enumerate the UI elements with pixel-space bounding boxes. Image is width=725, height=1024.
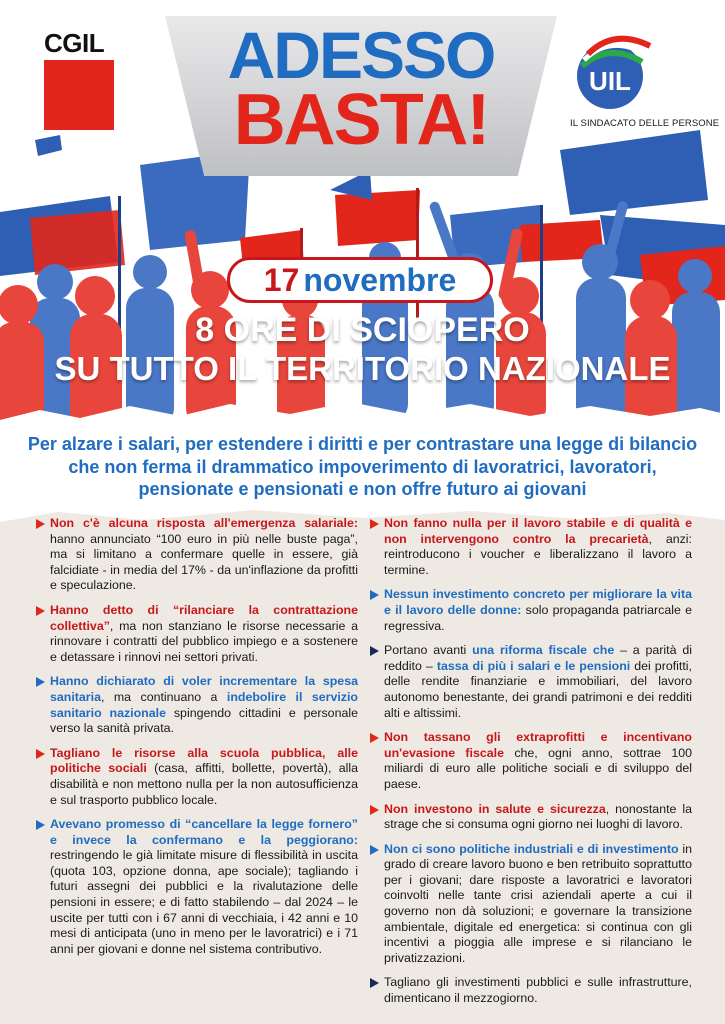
bullet-donne [370,587,692,634]
bullet-infrastrutture [370,975,692,1006]
bullet-text: , ma continuano a [100,689,227,704]
uil-logo-text: UIL [589,66,631,96]
bullet-text: (casa, affitti, bollette, povertà), alla disabilità e non mettono nulla per la non autosufficienza e sul trasporto pubblico locale. [50,761,358,807]
strike-scope: SU TUTTO IL TERRITORIO NAZIONALE [54,350,671,387]
date-day: 17 [263,262,300,298]
uil-logo [570,32,720,129]
bullet-fornero [36,817,358,957]
bullet-precarieta [370,516,692,578]
title-adesso: ADESSO [227,18,495,92]
bullet-text: , ma non stanziano le risorse necessarie a rinnovare i contratti del pubblico impiego e a sostenere e detassare i rinnovi nei settori privati. [50,618,358,664]
bullet-evasione [370,730,692,792]
bullet-text: solo propaganda patriarcale e regressiva. [384,602,692,633]
bullet-lead: Non c'è alcuna risposta all'emergenza salariale: [50,516,358,530]
bullet-lead: Hanno dichiarato di voler incrementare la spesa sanitaria [50,674,358,704]
bullet-fisco [370,643,692,721]
bullet-lead: Non fanno nulla per il lavoro stabile e di qualità e non intervengono contro la precarietà [384,516,692,546]
bullet-lead: Hanno detto di “rilanciare la contrattazione collettiva” [50,602,358,633]
bullet-text-2: spingendo cittadini e personale verso la sanità privata. [50,705,359,736]
bullet-lead: Non investono in salute e sicurezza [384,801,606,816]
bullet-text: – a parità di reddito – [384,643,692,673]
bullet-sicurezza [370,802,692,833]
bullet-lead-2: indebolire il servizio sanitario nazionale [50,689,358,720]
bullet-contrattazione [36,603,358,665]
bullet-pre: Portano avanti [384,643,473,658]
left-column [36,516,358,966]
poster-subtitle: Per alzare i salari, per estendere i diritti e per contrastare una legge di bilancio che non ferma il drammatico impoverimento di lavoratrici, lavoratori, pensionate e pensionati e non offre futuro ai giovani [27,434,698,499]
bullet-text: , nonostante la strage che si consuma ogni giorno nei luoghi di lavoro. [384,801,692,832]
bullet-salari [36,516,358,594]
bullet-lead: Nessun investimento concreto per migliorare la vita e il lavoro delle donne: [384,587,692,617]
date-badge [227,257,493,303]
bullet-scuola [36,746,358,808]
bullet-lead: Non tassano gli extraprofitti e incentivano un'evasione fiscale [384,730,692,760]
bullet-lead: una riforma fiscale che [472,643,615,658]
strike-headline: 8 ORE DI SCIOPERO [195,311,530,349]
date-month: novembre [303,262,457,298]
bullet-text-2: dei profitti, delle rendite finanziarie e immobiliari, del lavoro autonomo benestante, dei grandi patrimoni e dei redditi alti e altissimi. [384,658,692,720]
cgil-logo [44,30,118,130]
title-basta: BASTA! [233,80,489,160]
bullet-sanita [36,674,358,736]
cgil-red-square [44,60,114,130]
bullet-lead: Tagliano le risorse alla scuola pubblica, alle politiche sociali [50,745,358,776]
bullet-industria [370,842,692,967]
uil-tagline: IL SINDACATO DELLE PERSONE [570,118,720,129]
bullet-lead: Avevano promesso di “cancellare la legge fornero” e invece la confermano e la peggiorano: [50,817,358,847]
bullet-text: , anzi: reintroducono i voucher e liberalizzano il lavoro a termine. [384,531,692,577]
cgil-logo-text: CGIL [44,28,105,58]
poster-header [0,0,725,430]
uil-globe-icon [570,32,652,112]
bullet-text: restringendo le già limitate misure di flessibilità in uscita (quota 103, opzione donna, ape sociale); tagliando i futuri assegni dei pubblici e la rivalutazione delle pensioni in essere; e di fatto stabilendo – dal 2024 – le uscite per tutti con i 67 anni di vecchiaia, i 42 anni e 10 mesi di anticipata (uno in meno per le lavoratrici) e i 71 anni per giovani e donne nel sistema contributivo. [50,848,358,956]
bullet-lead-2: tassa di più i salari e le pensioni [436,658,631,673]
bullet-text: hanno annunciato “100 euro in più nelle buste paga”, ma si limitano a confermare quelle in essere, già falcidiate - in media del 17% - da un'inflazione da profitti e speculazione. [50,531,358,593]
bullet-lead: Non ci sono politiche industriali e di investimento [384,841,679,856]
bullet-text: Tagliano gli investimenti pubblici e sulle infrastrutture, dimenticano il mezzogiorno. [384,975,692,1006]
bullet-text: in grado di creare lavoro buono e ben retribuito soprattutto per i giovani; dare risposte a lavoratrici e lavoratori coinvolti nelle tante crisi aziendali aperte a cui il governo non dà soluzioni; e governare la transizione ambientale, digitale ed energetica: si continua con gli incentivi a pioggia alle imprese e si rilanciano le privatizzazioni. [384,841,693,965]
right-column [370,516,692,1016]
bullet-text: che, ogni anno, sottrae 100 miliardi di euro alle politiche sociali e di sviluppo del paese. [384,745,692,791]
